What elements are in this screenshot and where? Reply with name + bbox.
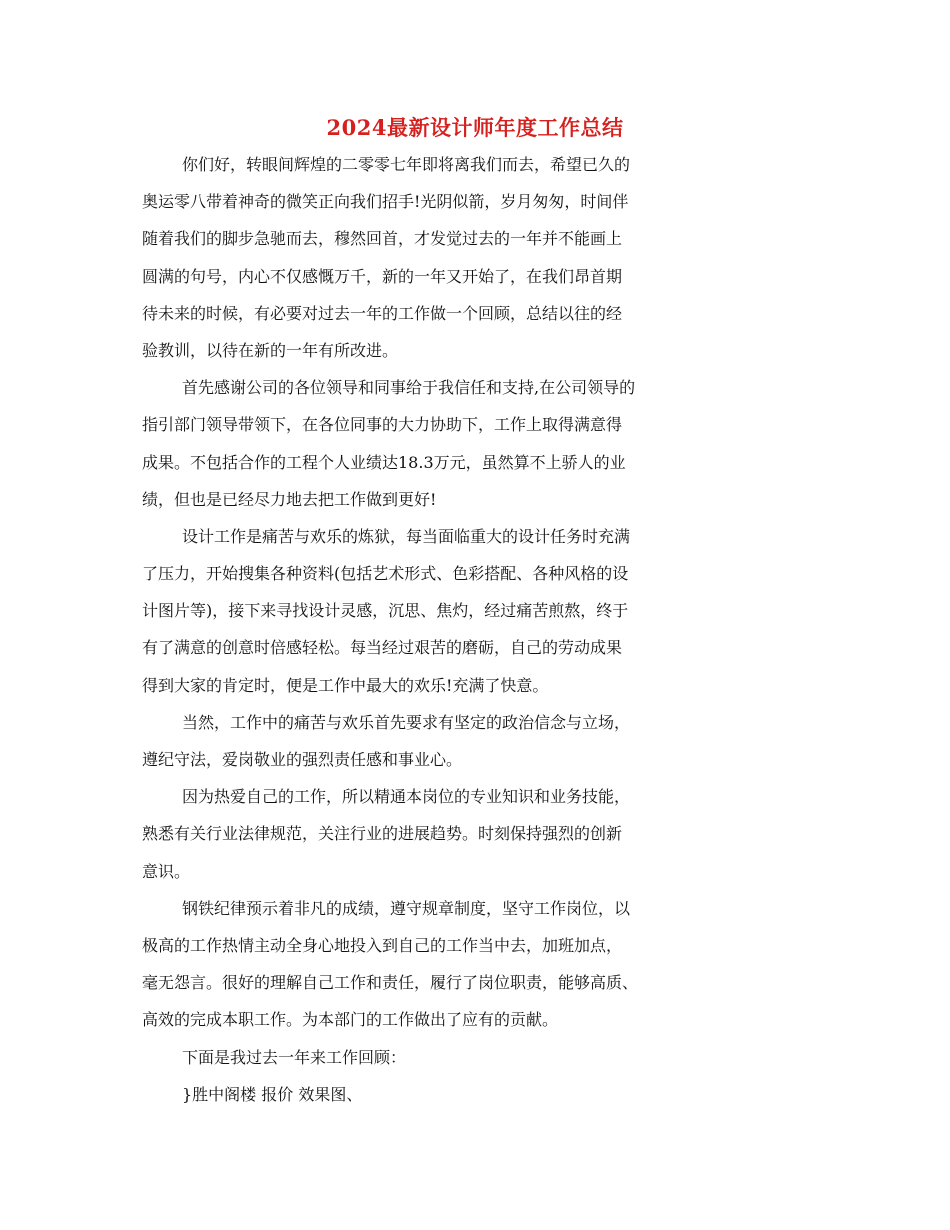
text-line: 验教训，以待在新的一年有所改进。 [142,340,399,360]
text-line: 因为热爱自己的工作，所以精通本岗位的专业知识和业务技能， [182,787,631,807]
paragraph [142,784,807,896]
text-line: 意识。 [142,861,191,881]
paragraph [142,1082,807,1119]
text-line: 待未来的时候，有必要对过去一年的工作做一个回顾，总结以往的经 [142,303,623,323]
text-line: 随着我们的脚步急驰而去，穆然回首，才发觉过去的一年并不能画上 [142,229,623,249]
text-line: 成果。不包括合作的工程个人业绩达18.3万元，虽然算不上骄人的业 [142,452,626,472]
text-line: 计图片等)，接下来寻找设计灵感，沉思、焦灼，经过痛苦煎熬，终于 [142,601,629,621]
text-line: 设计工作是痛苦与欢乐的炼狱，每当面临重大的设计任务时充满 [182,526,631,546]
text-line: 首先感谢公司的各位领导和同事给于我信任和支持,在公司领导的 [182,378,636,398]
paragraph [142,710,807,784]
text-line: 指引部门领导带领下，在各位同事的大力协助下，工作上取得满意得 [142,415,623,435]
text-line: 极高的工作热情主动全身心地投入到自己的工作当中去，加班加点， [142,935,623,955]
text-line: 钢铁纪律预示着非凡的成绩，遵守规章制度，坚守工作岗位，以 [182,898,631,918]
paragraph [142,375,807,524]
text-line: 毫无怨言。很好的理解自己工作和责任，履行了岗位职责，能够高质、 [142,973,639,993]
text-line: 有了满意的创意时倍感轻松。每当经过艰苦的磨砺，自己的劳动成果 [142,638,623,658]
text-line: 你们好，转眼间辉煌的二零零七年即将离我们而去，希望已久的 [182,155,631,174]
paragraph [142,524,807,710]
document-title: 2024最新设计师年度工作总结 [326,115,624,140]
text-line: 下面是我过去一年来工作回顾： [182,1047,407,1067]
paragraph [142,1045,807,1082]
paragraph [142,152,807,375]
text-line: 当然，工作中的痛苦与欢乐首先要求有坚定的政治信念与立场， [182,712,631,732]
text-line: 熟悉有关行业法律规范，关注行业的进展趋势。时刻保持强烈的创新 [142,824,623,844]
text-line: 绩，但也是已经尽力地去把工作做到更好! [142,489,437,509]
text-line: }胜中阁楼 报价 效果图、 [182,1084,363,1104]
text-line: 奥运零八带着神奇的微笑正向我们招手!光阴似箭，岁月匆匆，时间伴 [142,192,629,212]
text-line: 遵纪守法，爱岗敬业的强烈责任感和事业心。 [142,750,463,769]
text-line: 高效的完成本职工作。为本部门的工作做出了应有的贡献。 [142,1010,559,1030]
text-line: 得到大家的肯定时，便是工作中最大的欢乐!充满了快意。 [142,675,549,695]
text-line: 圆满的句号，内心不仅感慨万千，新的一年又开始了，在我们昂首期 [142,266,623,286]
text-line: 了压力，开始搜集各种资料(包括艺术形式、色彩搭配、各种风格的设 [142,564,629,584]
paragraph [142,896,807,1045]
document-body [142,152,807,1119]
